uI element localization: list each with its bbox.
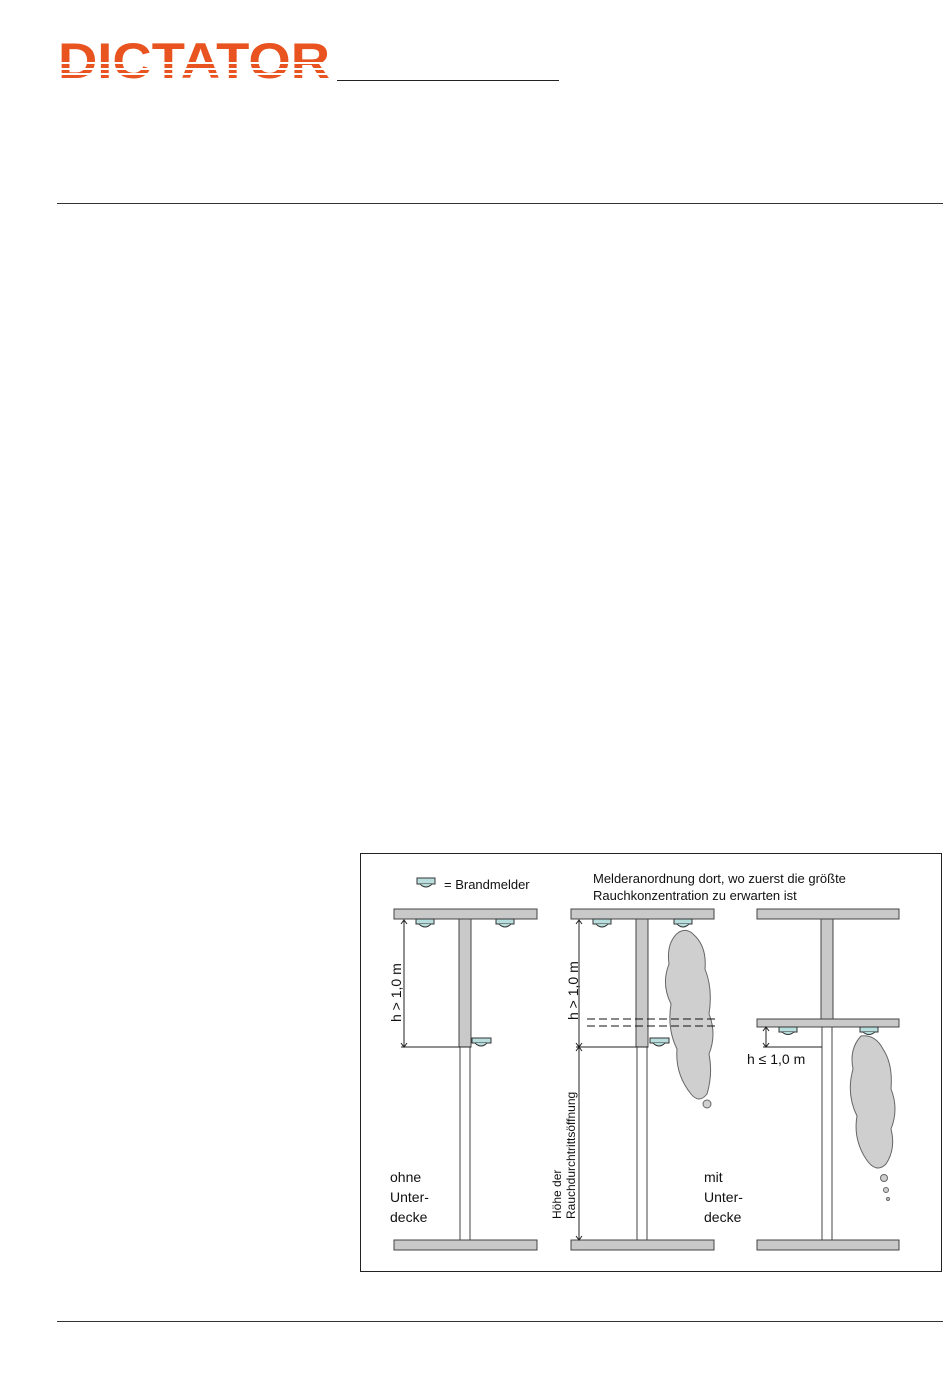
middle-diagram xyxy=(550,909,743,1250)
detector-icon xyxy=(860,1027,878,1035)
logo-underline xyxy=(337,80,559,81)
detector-icon xyxy=(593,919,611,927)
detector-placement-figure xyxy=(360,853,942,1272)
legend-detector-icon xyxy=(417,878,435,887)
detector-icon xyxy=(496,919,514,927)
detector-icon xyxy=(650,1038,669,1046)
detector-icon xyxy=(674,919,692,927)
opening-label-line-2: Rauchdurchtrittsöffnung xyxy=(564,1091,578,1219)
note-line-2: Rauchkonzentration zu erwarten ist xyxy=(593,888,797,903)
note-line-1: Melderanordnung dort, wo zuerst die größte xyxy=(593,871,846,886)
opening-label-line-1: Höhe der xyxy=(550,1169,564,1219)
left-label-line-1: ohne xyxy=(390,1169,422,1185)
header-rule xyxy=(57,203,943,204)
smoke-plume xyxy=(665,930,713,1099)
dimension-middle-label: h > 1,0 m xyxy=(565,961,581,1020)
left-diagram xyxy=(388,909,537,1250)
left-label-line-2: Unter- xyxy=(390,1189,429,1205)
detector-icon xyxy=(472,1038,491,1046)
smoke-plume xyxy=(850,1036,895,1168)
dictator-logo xyxy=(58,38,330,82)
legend-label: = Brandmelder xyxy=(444,877,530,892)
dimension-right-label: h ≤ 1,0 m xyxy=(747,1051,806,1067)
middle-label-line-1: mit xyxy=(704,1169,723,1185)
dimension-left-label: h > 1,0 m xyxy=(388,963,404,1022)
right-diagram xyxy=(747,909,899,1250)
middle-label-line-2: Unter- xyxy=(704,1189,743,1205)
footer-rule xyxy=(57,1321,943,1322)
detector-icon xyxy=(416,919,434,927)
middle-label-line-3: decke xyxy=(704,1209,742,1225)
left-label-line-3: decke xyxy=(390,1209,428,1225)
figure-drawing xyxy=(361,854,943,1273)
detector-icon xyxy=(779,1027,797,1035)
